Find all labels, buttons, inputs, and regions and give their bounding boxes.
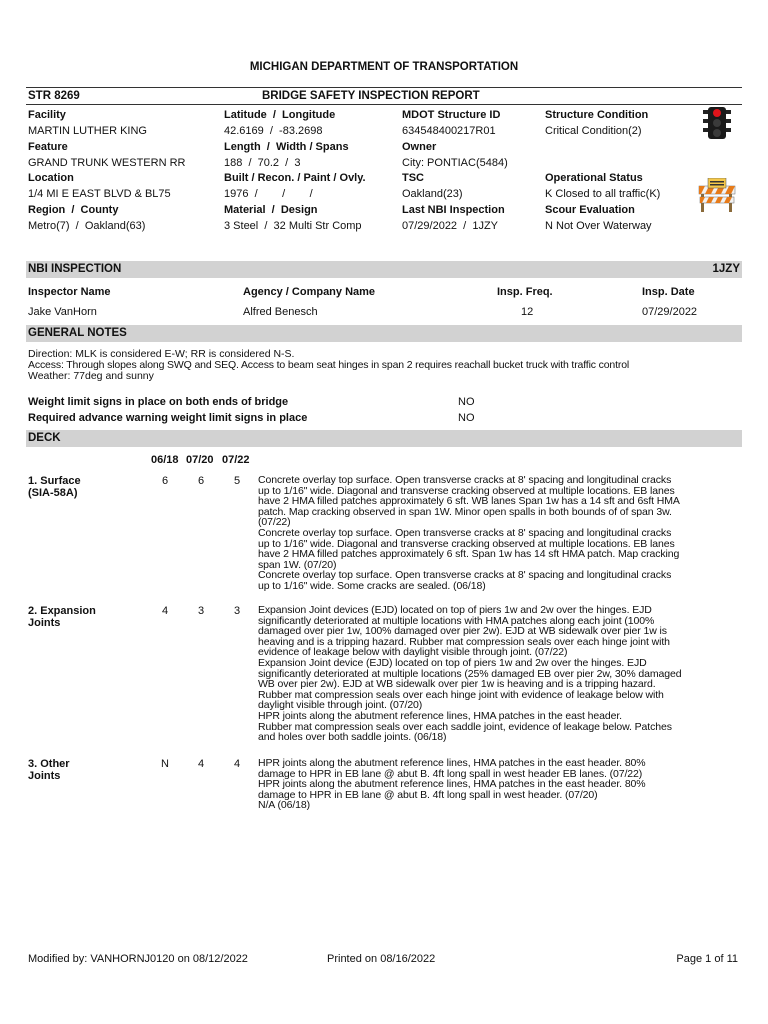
item-description xyxy=(258,758,738,811)
note-direction: Direction: MLK is considered E-W; RR is considered N-S. xyxy=(28,348,295,360)
location-value: 1/4 MI E EAST BLVD & BL75 xyxy=(28,188,171,200)
last-nbi-value: 07/29/2022 / 1JZY xyxy=(402,220,499,232)
feature-value: GRAND TRUNK WESTERN RR xyxy=(28,157,186,169)
desc-line: patch. Map cracking observed in span 1W. Minor open spalls in both bounds of of span 3w. xyxy=(258,505,672,518)
note-weather: Weather: 77deg and sunny xyxy=(28,370,154,382)
desc-line: up to 1/16" wide. Diagonal and transverse cracking observed at multiple locations. EB lanes xyxy=(258,537,675,550)
desc-line: HPR joints along the abutment reference lines, HMA patches in the east header. 80% xyxy=(258,757,646,769)
desc-line: Expansion Joint device (EJD) located on top of piers 1w and 2w over the hinges. EJD xyxy=(258,656,647,669)
item-description xyxy=(258,605,738,743)
rating-0720: 3 xyxy=(197,605,205,617)
item-code: (SIA-58A) xyxy=(28,487,78,499)
header-top-rule xyxy=(26,87,742,88)
desc-line: Expansion Joint devices (EJD) located on top of piers 1w and 2w over the hinges. EJD xyxy=(258,604,652,616)
general-notes-title: GENERAL NOTES xyxy=(28,327,127,339)
rating-0722: 3 xyxy=(233,605,241,617)
feature-label: Feature xyxy=(28,141,68,153)
desc-line: evidence of leakage below with daylight visible through joint. (07/22) xyxy=(258,646,568,659)
note-access: Access: Through slopes along SWQ and SEQ. Access to beam seat hinges in span 2 requires reachall bucket truck with traffic control xyxy=(28,359,630,371)
facility-label: Facility xyxy=(28,109,66,121)
nbi-inspection-title: NBI INSPECTION xyxy=(28,263,122,275)
latlon-label: Latitude / Longitude xyxy=(224,109,336,121)
nbi-inspection-code: 1JZY xyxy=(712,263,740,275)
item-code: Joints xyxy=(28,617,61,629)
facility-value: MARTIN LUTHER KING xyxy=(28,125,147,137)
weight-limit-signs-answer: NO xyxy=(458,396,475,408)
desc-line: up to 1/16" wide. Diagonal and transverse cracking observed at multiple locations. EB lanes xyxy=(258,484,675,497)
desc-line: HPR joints along the abutment reference lines, HMA patches in the east header. 80% xyxy=(258,778,646,791)
desc-line: Rubber mat compression seals over each saddle joint, evidence of leakage below. Patches xyxy=(258,720,672,733)
deck-col-0618: 06/18 xyxy=(151,454,179,466)
latlon-value: 42.6169 / -83.2698 xyxy=(224,125,323,137)
desc-line: HPR joints along the abutment reference lines, HMA patches in the east header. xyxy=(258,709,623,722)
item-description xyxy=(258,475,738,592)
desc-line: significantly deteriorated at multiple locations with HMA patches along each joint (100% xyxy=(258,614,655,627)
deck-header xyxy=(26,430,742,447)
operational-status-value: K Closed to all traffic(K) xyxy=(545,188,661,200)
traffic-light-icon xyxy=(703,107,731,142)
insp-freq: 12 xyxy=(521,306,534,318)
desc-line: Concrete overlay top surface. Open transverse cracks at 8' spacing and longitudinal cracks xyxy=(258,474,672,486)
desc-line: Concrete overlay top surface. Open transverse cracks at 8' spacing and longitudinal cracks xyxy=(258,526,672,539)
desc-line: and holes over both saddle joints. (06/18) xyxy=(258,731,447,744)
operational-status-label: Operational Status xyxy=(545,172,643,184)
desc-line: damage to HPR in EB lane @ abut B. 4ft long spall in west header EB lanes. (07/22) xyxy=(258,767,643,780)
rating-0618: N xyxy=(161,758,169,770)
desc-line: significantly deteriorated at multiple locations (25% damaged EB over pier 2w, 30% damaged xyxy=(258,667,682,680)
deck-col-0722: 07/22 xyxy=(222,454,250,466)
scour-value: N Not Over Waterway xyxy=(545,220,652,232)
length-width-spans-label: Length / Width / Spans xyxy=(224,141,349,153)
last-nbi-label: Last NBI Inspection xyxy=(402,204,505,216)
item-name: 3. Other xyxy=(28,758,70,770)
desc-line: Concrete overlay top surface. Open transverse cracks at 8' spacing and longitudinal cracks xyxy=(258,569,672,582)
built-value: 1976 / / / xyxy=(224,188,313,200)
location-label: Location xyxy=(28,172,74,184)
item-name: 1. Surface xyxy=(28,475,81,487)
footer-page-number: Page 1 of 11 xyxy=(676,953,738,965)
footer-printed: Printed on 08/16/2022 xyxy=(327,953,436,965)
inspector-name: Jake VanHorn xyxy=(28,306,97,318)
item-name: 2. Expansion xyxy=(28,605,96,617)
rating-0722: 5 xyxy=(233,475,241,487)
desc-line: WB over pier 2w). EJD at WB sidewalk over pier 1w is heaving and is a tripping hazard. xyxy=(258,678,656,691)
material-value: 3 Steel / 32 Multi Str Comp xyxy=(224,220,362,232)
insp-freq-header: Insp. Freq. xyxy=(497,286,553,298)
mdot-id-label: MDOT Structure ID xyxy=(402,109,501,121)
structure-number: STR 8269 xyxy=(28,90,80,102)
desc-line: daylight visible through joint. (07/20) xyxy=(258,699,423,712)
structure-condition-value: Critical Condition(2) xyxy=(545,125,642,137)
length-width-spans-value: 188 / 70.2 / 3 xyxy=(224,157,301,169)
item-code: Joints xyxy=(28,770,61,782)
advance-warning-signs-question: Required advance warning weight limit signs in place xyxy=(28,412,308,424)
report-title: BRIDGE SAFETY INSPECTION REPORT xyxy=(262,90,480,102)
agency-title: MICHIGAN DEPARTMENT OF TRANSPORTATION xyxy=(249,61,519,73)
owner-label: Owner xyxy=(402,141,437,153)
tsc-value: Oakland(23) xyxy=(402,188,463,200)
region-value: Metro(7) / Oakland(63) xyxy=(28,220,146,232)
agency-name-header: Agency / Company Name xyxy=(243,286,376,298)
scour-label: Scour Evaluation xyxy=(545,204,635,216)
inspector-name-header: Inspector Name xyxy=(28,286,111,298)
rating-0720: 4 xyxy=(197,758,205,770)
mdot-id-value: 634548400217R01 xyxy=(402,125,496,137)
insp-date-header: Insp. Date xyxy=(642,286,695,298)
tsc-label: TSC xyxy=(402,172,424,184)
structure-condition-label: Structure Condition xyxy=(545,109,649,121)
insp-date: 07/29/2022 xyxy=(642,306,698,318)
desc-line: heaving and is a tripping hazard. Rubber mat compression seals over each hinge joint with xyxy=(258,635,670,648)
nbi-inspection-header xyxy=(26,261,742,278)
rating-0722: 4 xyxy=(233,758,241,770)
general-notes-header xyxy=(26,325,742,342)
desc-line: damaged over pier 1w, 100% damaged over pier 2w). EJD at WB sidewalk over pier 1w is xyxy=(258,625,667,638)
rating-0720: 6 xyxy=(197,475,205,487)
owner-value: City: PONTIAC(5484) xyxy=(402,157,508,169)
region-label: Region / County xyxy=(28,204,119,216)
material-label: Material / Design xyxy=(224,204,318,216)
weight-limit-signs-question: Weight limit signs in place on both ends of bridge xyxy=(28,396,289,408)
rating-0618: 6 xyxy=(161,475,169,487)
deck-title: DECK xyxy=(28,432,61,444)
desc-line: N/A (06/18) xyxy=(258,799,311,812)
advance-warning-signs-answer: NO xyxy=(458,412,475,424)
agency-name: Alfred Benesch xyxy=(243,306,318,318)
footer-modified: Modified by: VANHORNJ0120 on 08/12/2022 xyxy=(28,953,248,965)
desc-line: span 1W. (07/20) xyxy=(258,558,337,571)
desc-line: up to 1/16" wide. Some cracks are sealed. (06/18) xyxy=(258,579,486,592)
desc-line: damage to HPR in EB lane @ abut B. 4ft long spall in west header. (07/20) xyxy=(258,788,598,801)
rating-0618: 4 xyxy=(161,605,169,617)
deck-col-0720: 07/20 xyxy=(186,454,214,466)
built-label: Built / Recon. / Paint / Ovly. xyxy=(224,172,366,184)
road-closed-barricade-icon xyxy=(697,178,737,215)
desc-line: (07/22) xyxy=(258,516,291,529)
desc-line: have 2 HMA filled patches approximately 6 sft. WB lanes Span 1w has a 14 sft and 6sft HMA xyxy=(258,495,680,508)
desc-line: Rubber mat compression seals over each hinge joint with evidence of leakage below with xyxy=(258,688,664,701)
desc-line: have 2 HMA filled patches approximately 6 sft. Span 1w has 14 sft HMA patch. Map cracking xyxy=(258,548,680,561)
header-bottom-rule xyxy=(26,104,742,105)
